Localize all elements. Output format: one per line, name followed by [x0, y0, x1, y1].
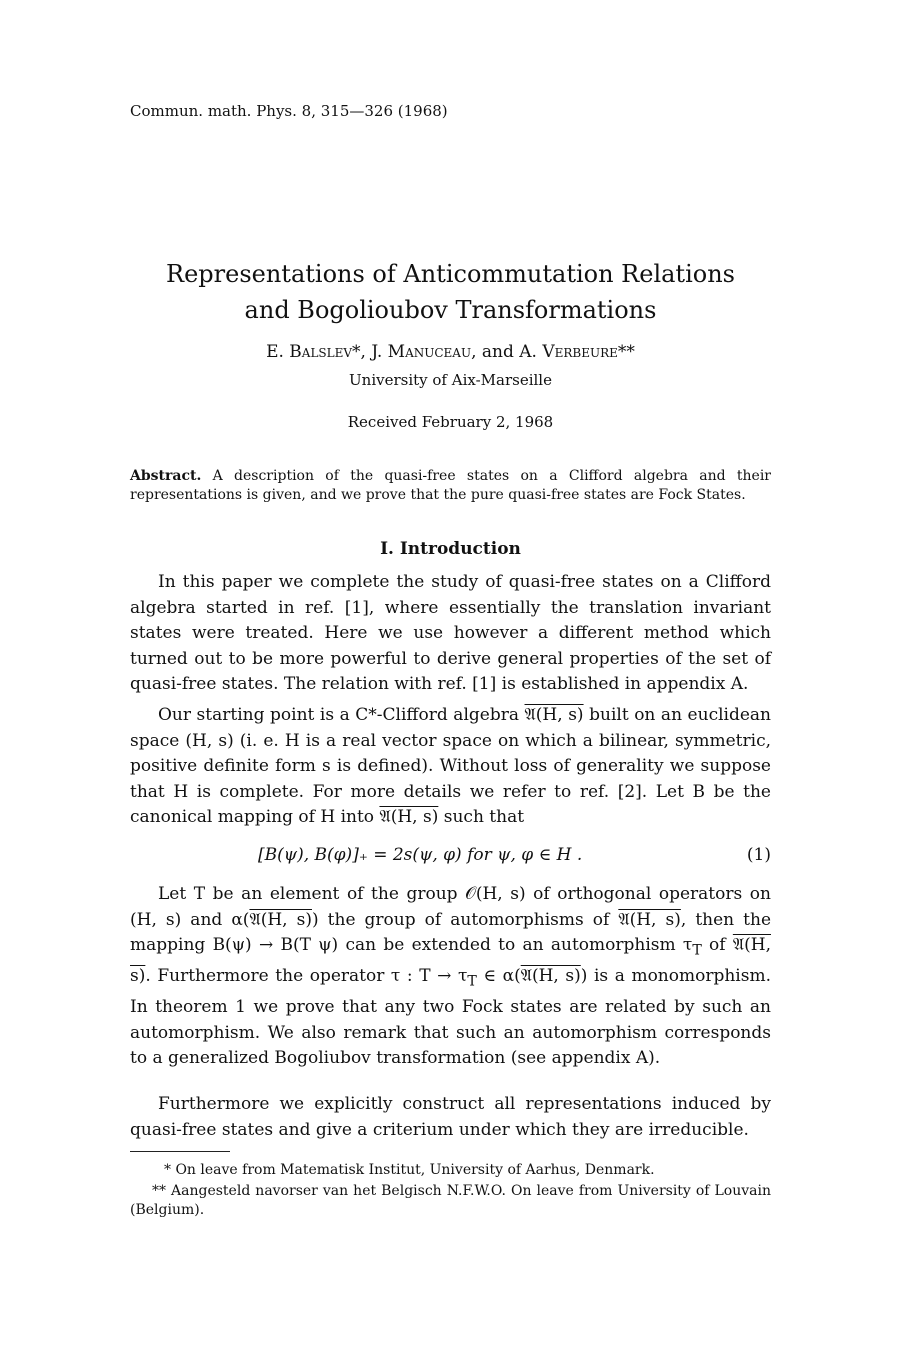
paragraph-3-part-a: Let T be an element of the group 𝒪(H, s) of orthogonal operators on (H, s) and α( [130, 884, 771, 930]
author-3-mark: ** [617, 342, 635, 362]
author-1-initial: E. [266, 342, 290, 362]
author-list [0, 342, 901, 362]
paragraph-2 [130, 703, 771, 831]
clifford-algebra-symbol: 𝔄(H, s) [520, 966, 581, 987]
abstract [130, 467, 771, 505]
clifford-algebra-symbol: 𝔄(H, s) [130, 935, 771, 987]
author-1-name: Balslev [289, 342, 353, 362]
footnote-1: * On leave from Matematisk Institut, University of Aarhus, Denmark. [164, 1162, 655, 1178]
paragraph-3 [130, 882, 771, 1072]
title-line-1: Representations of Anticommutation Relations [166, 260, 735, 288]
clifford-algebra-symbol: 𝔄(H, s) [524, 705, 584, 725]
author-3-initial: A. [519, 342, 543, 362]
author-3-name: Verbeure [542, 342, 618, 362]
paper-title [0, 256, 901, 328]
clifford-algebra-symbol: 𝔄(H, s) [249, 909, 312, 930]
paragraph-3-part-b: ) the group of automorphisms of [311, 909, 619, 930]
clifford-algebra-symbol: 𝔄(H, s) [618, 909, 681, 930]
subscript-t: T [692, 942, 702, 959]
equation-1 [130, 845, 771, 871]
abstract-label: Abstract. [130, 468, 202, 484]
paragraph-3-part-e: . Furthermore the operator τ : T → τ [145, 966, 468, 987]
paragraph-4: Furthermore we explicitly construct all representations induced by quasi-free states and give a criterium under which they are irreducible. [130, 1094, 771, 1140]
paragraph-3-part-d: of [701, 935, 733, 956]
paragraph-2-part-c: such that [438, 807, 525, 828]
equation-expression: [B(ψ), B(φ)]₊ = 2s(ψ, φ) for ψ, φ ∈ H . [258, 845, 583, 865]
title-line-2: and Bogolioubov Transformations [244, 296, 657, 324]
footnote-divider [130, 1151, 230, 1152]
paragraph-1: In this paper we complete the study of quasi-free states on a Clifford algebra started in ref. [1], where essentially the translation invariant states were treated. Here we use however a different method which turned out to be more powerful to derive general properties of the set of quasi-free states. The relation with ref. [1] is established in appendix A. [130, 572, 771, 695]
equation-number: (1) [746, 845, 771, 865]
abstract-text: A description of the quasi-free states on a Clifford algebra and their representations is given, and we prove that the pure quasi-free states are Fock States. [130, 468, 771, 503]
section-heading: I. Introduction [380, 539, 521, 559]
footnote-2: ** Aangesteld navorser van het Belgisch N.F.W.O. On leave from University of Louvain (Belgium). [130, 1183, 771, 1218]
author-2-name: Manuceau [387, 342, 472, 362]
subscript-t: T [467, 973, 477, 990]
paragraph-3-part-f: ∈ α( [476, 966, 521, 987]
paragraph-3-part-g: ) is a monomorphism. In theorem 1 we prove that any two Fock states are related by such an automorphism. We also remark that such an automorphism corresponds to a generalized Bogoliubov transformation (see appendix A). [130, 966, 771, 1069]
journal-reference: Commun. math. Phys. 8, 315—326 (1968) [130, 102, 448, 120]
paragraph-3-part-c: , then the mapping B(ψ) → B(T ψ) can be extended to an automorphism τ [130, 909, 771, 956]
paragraph-2-part-b: built on an euclidean space (H, s) (i. e. H is a real vector space on which a bilinear, symmetric, positive definite form s is defined). Without loss of generality we suppose that H is complete. For more details we refer to ref. [2]. Let B be the canonical mapping of H into [130, 705, 771, 828]
paragraph-2-part-a: Our starting point is a C*-Clifford algebra [158, 705, 525, 725]
author-2-initial: J. [371, 342, 388, 362]
clifford-algebra-symbol: 𝔄(H, s) [379, 807, 439, 828]
affiliation: University of Aix-Marseille [349, 371, 552, 389]
author-1-mark: *, [352, 342, 372, 362]
author-connector: , and [471, 342, 520, 362]
received-date: Received February 2, 1968 [347, 413, 554, 431]
